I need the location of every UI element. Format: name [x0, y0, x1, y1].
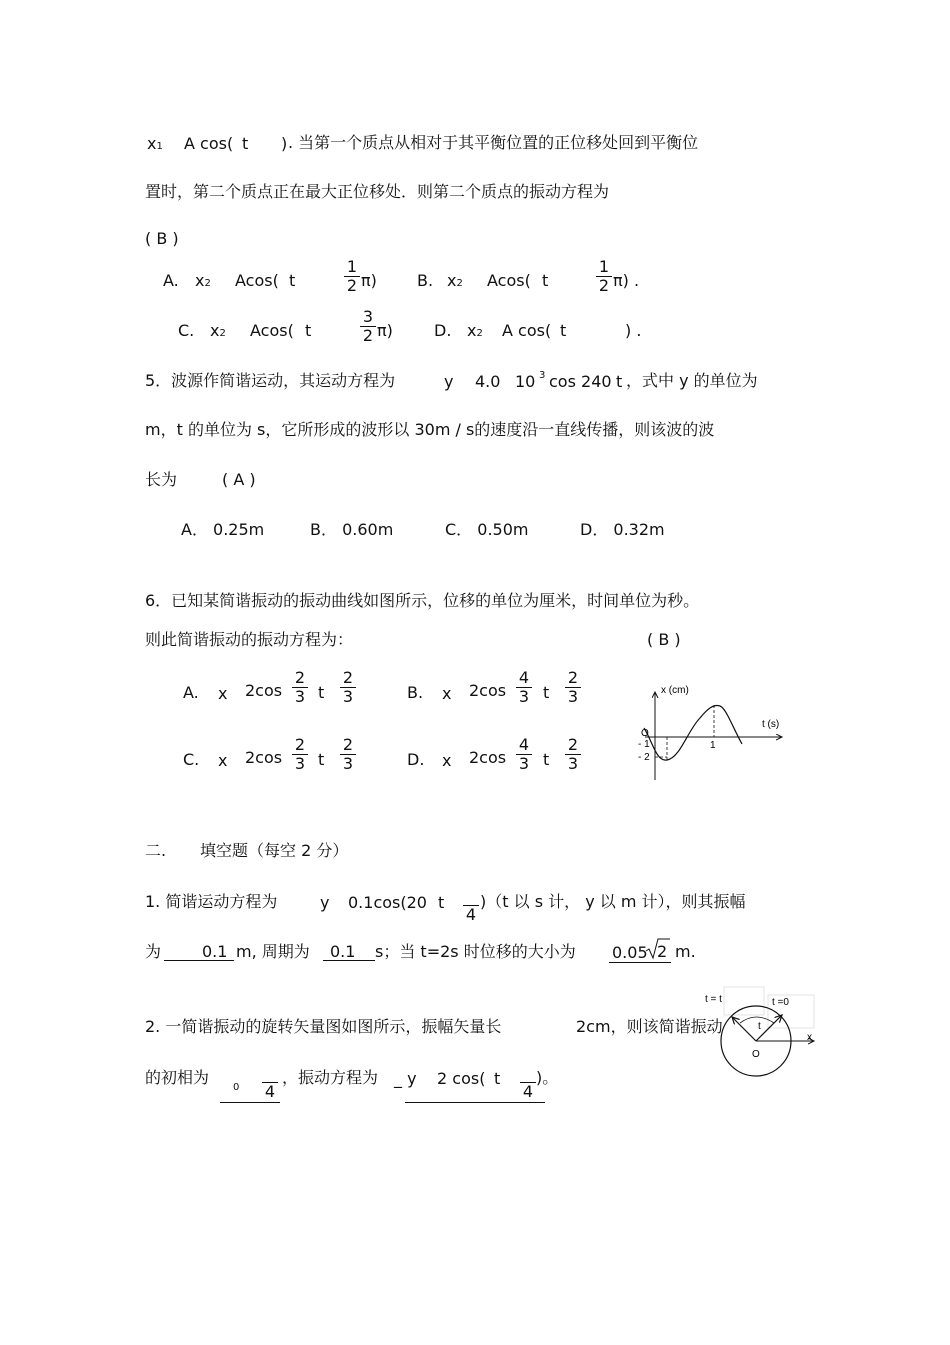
q5-line1-tail: ，式中 y 的单位为 [626, 371, 758, 390]
q5-opt-b: B． 0.60m [310, 520, 394, 539]
q4-opt-b-fraction: $\frac{1}{2}$ [596, 258, 612, 295]
q4-acos: A cos( [184, 134, 234, 153]
q5-coef: 4.0 [475, 372, 501, 391]
q4-opt-c-t: t [305, 321, 312, 340]
label-box-tt [724, 987, 764, 1015]
q5-exp: 3 [539, 370, 546, 381]
q6-opt-a-label: A. [183, 683, 199, 702]
fill-q2-expr: 2 cos( [437, 1069, 486, 1088]
q6-line2-text: 则此简谐振动的振动方程为： [145, 630, 354, 649]
q4-opt-a-acos: Acos( [235, 271, 279, 290]
q4-opt-d-label: D. [434, 321, 452, 340]
q6-opt-b-t: t [543, 683, 550, 702]
fill-q2-line2-a: 的初相为 [145, 1068, 210, 1087]
rotating-vector-diagram [700, 985, 820, 1085]
fill-q1-unit-s: s；当 t=2s 时位移的大小为 [375, 942, 576, 961]
fill-q2-eq-blank [405, 1102, 545, 1103]
q6-oscillation-graph [630, 680, 790, 785]
q4-opt-a-label: A. [163, 271, 179, 290]
fill-q1-amp: 0.1 [202, 942, 228, 961]
fill-q1-period: 0.1 [330, 942, 356, 961]
fill-q2-phi-blank [220, 1102, 280, 1103]
q5-line1-text: 5．波源作简谐运动，其运动方程为 [145, 371, 396, 390]
q4-opt-b-acos: Acos( [487, 271, 531, 290]
fill-q1-fraction: 4 [463, 887, 479, 924]
q5-opt-d: D． 0.32m [580, 520, 665, 539]
q4-opt-d-t: t [560, 321, 567, 340]
q4-opt-c-x: x2 [210, 321, 226, 340]
q4-opt-a-t: t [289, 271, 296, 290]
q5-cos: cos 240 [549, 372, 612, 391]
graph-tick-1: 1 [710, 740, 716, 751]
q6-opt-b-frac2: $\frac{2}{3}$ [565, 669, 581, 706]
label-origin: O [752, 1049, 760, 1060]
fill-q2-fraction: 4 [520, 1064, 536, 1101]
q4-opt-c-acos: Acos( [250, 321, 294, 340]
graph-y-label: x (cm) [661, 685, 689, 696]
fill-q1-expr: 0.1cos(20 [348, 893, 427, 912]
q6-opt-a-cos: 2cos [245, 681, 283, 700]
q5-ten: 10 [515, 372, 536, 391]
q4-opt-b-t: t [542, 271, 549, 290]
fill-q2-line2-b: ，振动方程为 [282, 1068, 379, 1087]
q6-opt-c-label: C. [183, 750, 200, 769]
q4-t: t [242, 134, 249, 153]
q5-opt-c: C． 0.50m [445, 520, 529, 539]
q6-opt-a-x: x [218, 684, 228, 703]
q6-opt-a-t: t [318, 683, 325, 702]
q5-t: t [616, 372, 623, 391]
q6-opt-c-x: x [218, 751, 228, 770]
q6-opt-c-cos: 2cos [245, 748, 283, 767]
q6-opt-b-cos: 2cos [469, 681, 507, 700]
q4-opt-b-tail: π) . [613, 271, 640, 290]
q6-opt-d-frac1: $\frac{4}{3}$ [516, 736, 532, 773]
q4-opt-c-label: C. [178, 321, 195, 340]
graph-tick-m1: - 1 [638, 739, 650, 750]
q6-opt-b-frac1: $\frac{4}{3}$ [516, 669, 532, 706]
q6-opt-a-frac2: $\frac{2}{3}$ [340, 669, 356, 706]
label-tt: t = t [705, 994, 722, 1005]
q4-opt-a-x: x2 [195, 271, 211, 290]
q6-opt-d-cos: 2cos [469, 748, 507, 767]
graph-origin: O [641, 728, 649, 739]
q6-opt-c-frac2: $\frac{2}{3}$ [340, 736, 356, 773]
q5-line2-text: m，t 的单位为 s，它所形成的波形以 30m / s的速度沿一直线传播，则该波的波 [145, 420, 715, 439]
graph-tick-m2: - 2 [638, 752, 650, 763]
rotation-arc [740, 1017, 774, 1023]
q4-opt-c-tail: π) [377, 321, 393, 340]
q4-x1: x1 [147, 134, 163, 153]
fill-q1-line2-a: 为 [145, 942, 162, 961]
q4-answer: ( B ) [145, 229, 179, 248]
fill-q2-phi-fraction: 4 [262, 1064, 278, 1101]
q4-line1-text: . 当第一个质点从相对于其平衡位置的正位移处回到平衡位 [288, 133, 699, 152]
fill-q2-t: t [494, 1069, 501, 1088]
q4-opt-b-x: x2 [447, 271, 463, 290]
q6-opt-b-x: x [442, 684, 452, 703]
q4-opt-c-fraction: $\frac{3}{2}$ [360, 308, 376, 345]
q6-opt-d-t: t [543, 750, 550, 769]
q6-opt-d-label: D. [407, 750, 425, 769]
q5-line3-text: 长为 [145, 470, 178, 489]
fill-q2-phi-sub: 0 [233, 1082, 240, 1093]
fill-q2-text: 2. 一简谐振动的旋转矢量图如图所示，振幅矢量长 [145, 1017, 502, 1036]
q6-opt-d-x: x [442, 751, 452, 770]
fill-q1-unit-m: m, 周期为 [236, 942, 310, 961]
q4-opt-d-tail: ) . [625, 321, 642, 340]
fill-q1-y: y [320, 893, 330, 912]
q4-line2-text: 置时，第二个质点正在最大正位移处．则第二个质点的振动方程为 [145, 182, 610, 201]
q4-opt-d-x: x2 [467, 321, 483, 340]
q4-opt-a-tail: π) [361, 271, 377, 290]
q5-answer: ( A ) [222, 470, 256, 489]
q6-line1-text: 6．已知某简谐振动的振动曲线如图所示，位移的单位为厘米，时间单位为秒。 [145, 591, 700, 610]
q4-rp: ) [281, 134, 288, 153]
label-omega-t: t [758, 1021, 761, 1032]
q6-opt-a-frac1: $\frac{2}{3}$ [292, 669, 308, 706]
section2-heading: 填空题（每空 2 分） [200, 841, 349, 860]
graph-x-label: t (s) [762, 719, 780, 730]
q4-opt-b-label: B. [417, 271, 434, 290]
section2-num: 二. [145, 841, 167, 860]
q5-y: y [444, 372, 454, 391]
fill-q2-tail: )。 [536, 1068, 559, 1087]
q4-opt-d-acos: A cos( [502, 321, 552, 340]
fill-q1-tail: )（t 以 s 计， y 以 m 计），则其振幅 [480, 892, 746, 911]
fill-q1-t: t [438, 893, 445, 912]
fill-q1-disp: 0.05 [612, 943, 648, 962]
q6-opt-b-label: B. [407, 683, 424, 702]
fill-q2-text-b: 2cm，则该简谐振动 [576, 1017, 723, 1036]
fill-q2-y: _ y [394, 1069, 417, 1088]
q4-opt-a-fraction: $\frac{1}{2}$ [344, 258, 360, 295]
label-x: x [807, 1032, 812, 1043]
q6-opt-c-t: t [318, 750, 325, 769]
fill-q1-text: 1. 简谐运动方程为 [145, 892, 278, 911]
q6-opt-c-frac1: $\frac{2}{3}$ [292, 736, 308, 773]
q6-opt-d-frac2: $\frac{2}{3}$ [565, 736, 581, 773]
fill-q1-sqrt-arg: 2 [657, 942, 668, 961]
q6-answer: ( B ) [647, 630, 681, 649]
fill-q1-m-end: m. [675, 942, 696, 961]
label-t0: t =0 [772, 997, 789, 1008]
graph-curve [644, 706, 742, 761]
q5-opt-a: A． 0.25m [181, 520, 265, 539]
